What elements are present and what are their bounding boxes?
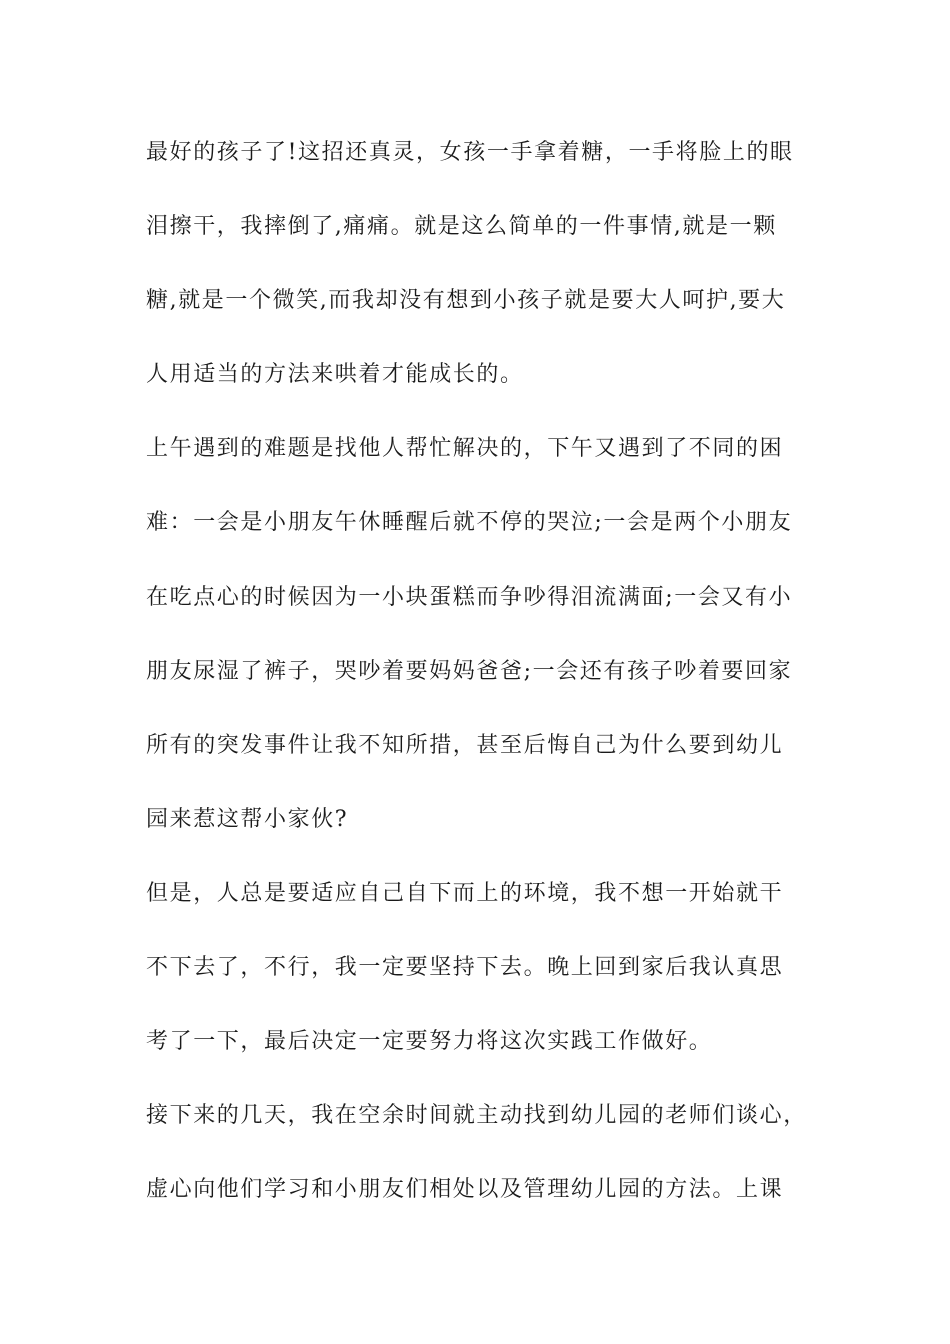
text-line: 但是，人总是要适应自己自下而上的环境，我不想一开始就干 bbox=[146, 881, 784, 906]
text-line: 在吃点心的时候因为一小块蛋糕而争吵得泪流满面;一会又有小 bbox=[146, 585, 793, 610]
text-line: 人用适当的方法来哄着才能成长的。 bbox=[146, 362, 524, 387]
text-line: 虚心向他们学习和小朋友们相处以及管理幼儿园的方法。上课 bbox=[146, 1177, 784, 1202]
text-line: 上午遇到的难题是找他人帮忙解决的，下午又遇到了不同的困 bbox=[146, 436, 784, 461]
text-line: 不下去了，不行，我一定要坚持下去。晚上回到家后我认真思 bbox=[146, 955, 784, 980]
text-line: 糖,就是一个微笑,而我却没有想到小孩子就是要大人呵护,要大 bbox=[146, 288, 786, 313]
text-line: 所有的突发事件让我不知所措，甚至后悔自己为什么要到幼儿 bbox=[146, 733, 784, 758]
text-line: 朋友尿湿了裤子，哭吵着要妈妈爸爸;一会还有孩子吵着要回家 bbox=[146, 659, 793, 684]
text-line: 泪擦干，我摔倒了,痛痛。就是这么简单的一件事情,就是一颗 bbox=[146, 214, 777, 239]
text-line: 难：一会是小朋友午休睡醒后就不停的哭泣;一会是两个小朋友 bbox=[146, 510, 793, 535]
text-line: 考了一下，最后决定一定要努力将这次实践工作做好。 bbox=[146, 1029, 713, 1054]
text-line: 园来惹这帮小家伙? bbox=[146, 807, 349, 832]
text-line: 接下来的几天，我在空余时间就主动找到幼儿园的老师们谈心， bbox=[146, 1103, 807, 1128]
text-line: 最好的孩子了!这招还真灵，女孩一手拿着糖，一手将脸上的眼 bbox=[146, 140, 794, 165]
